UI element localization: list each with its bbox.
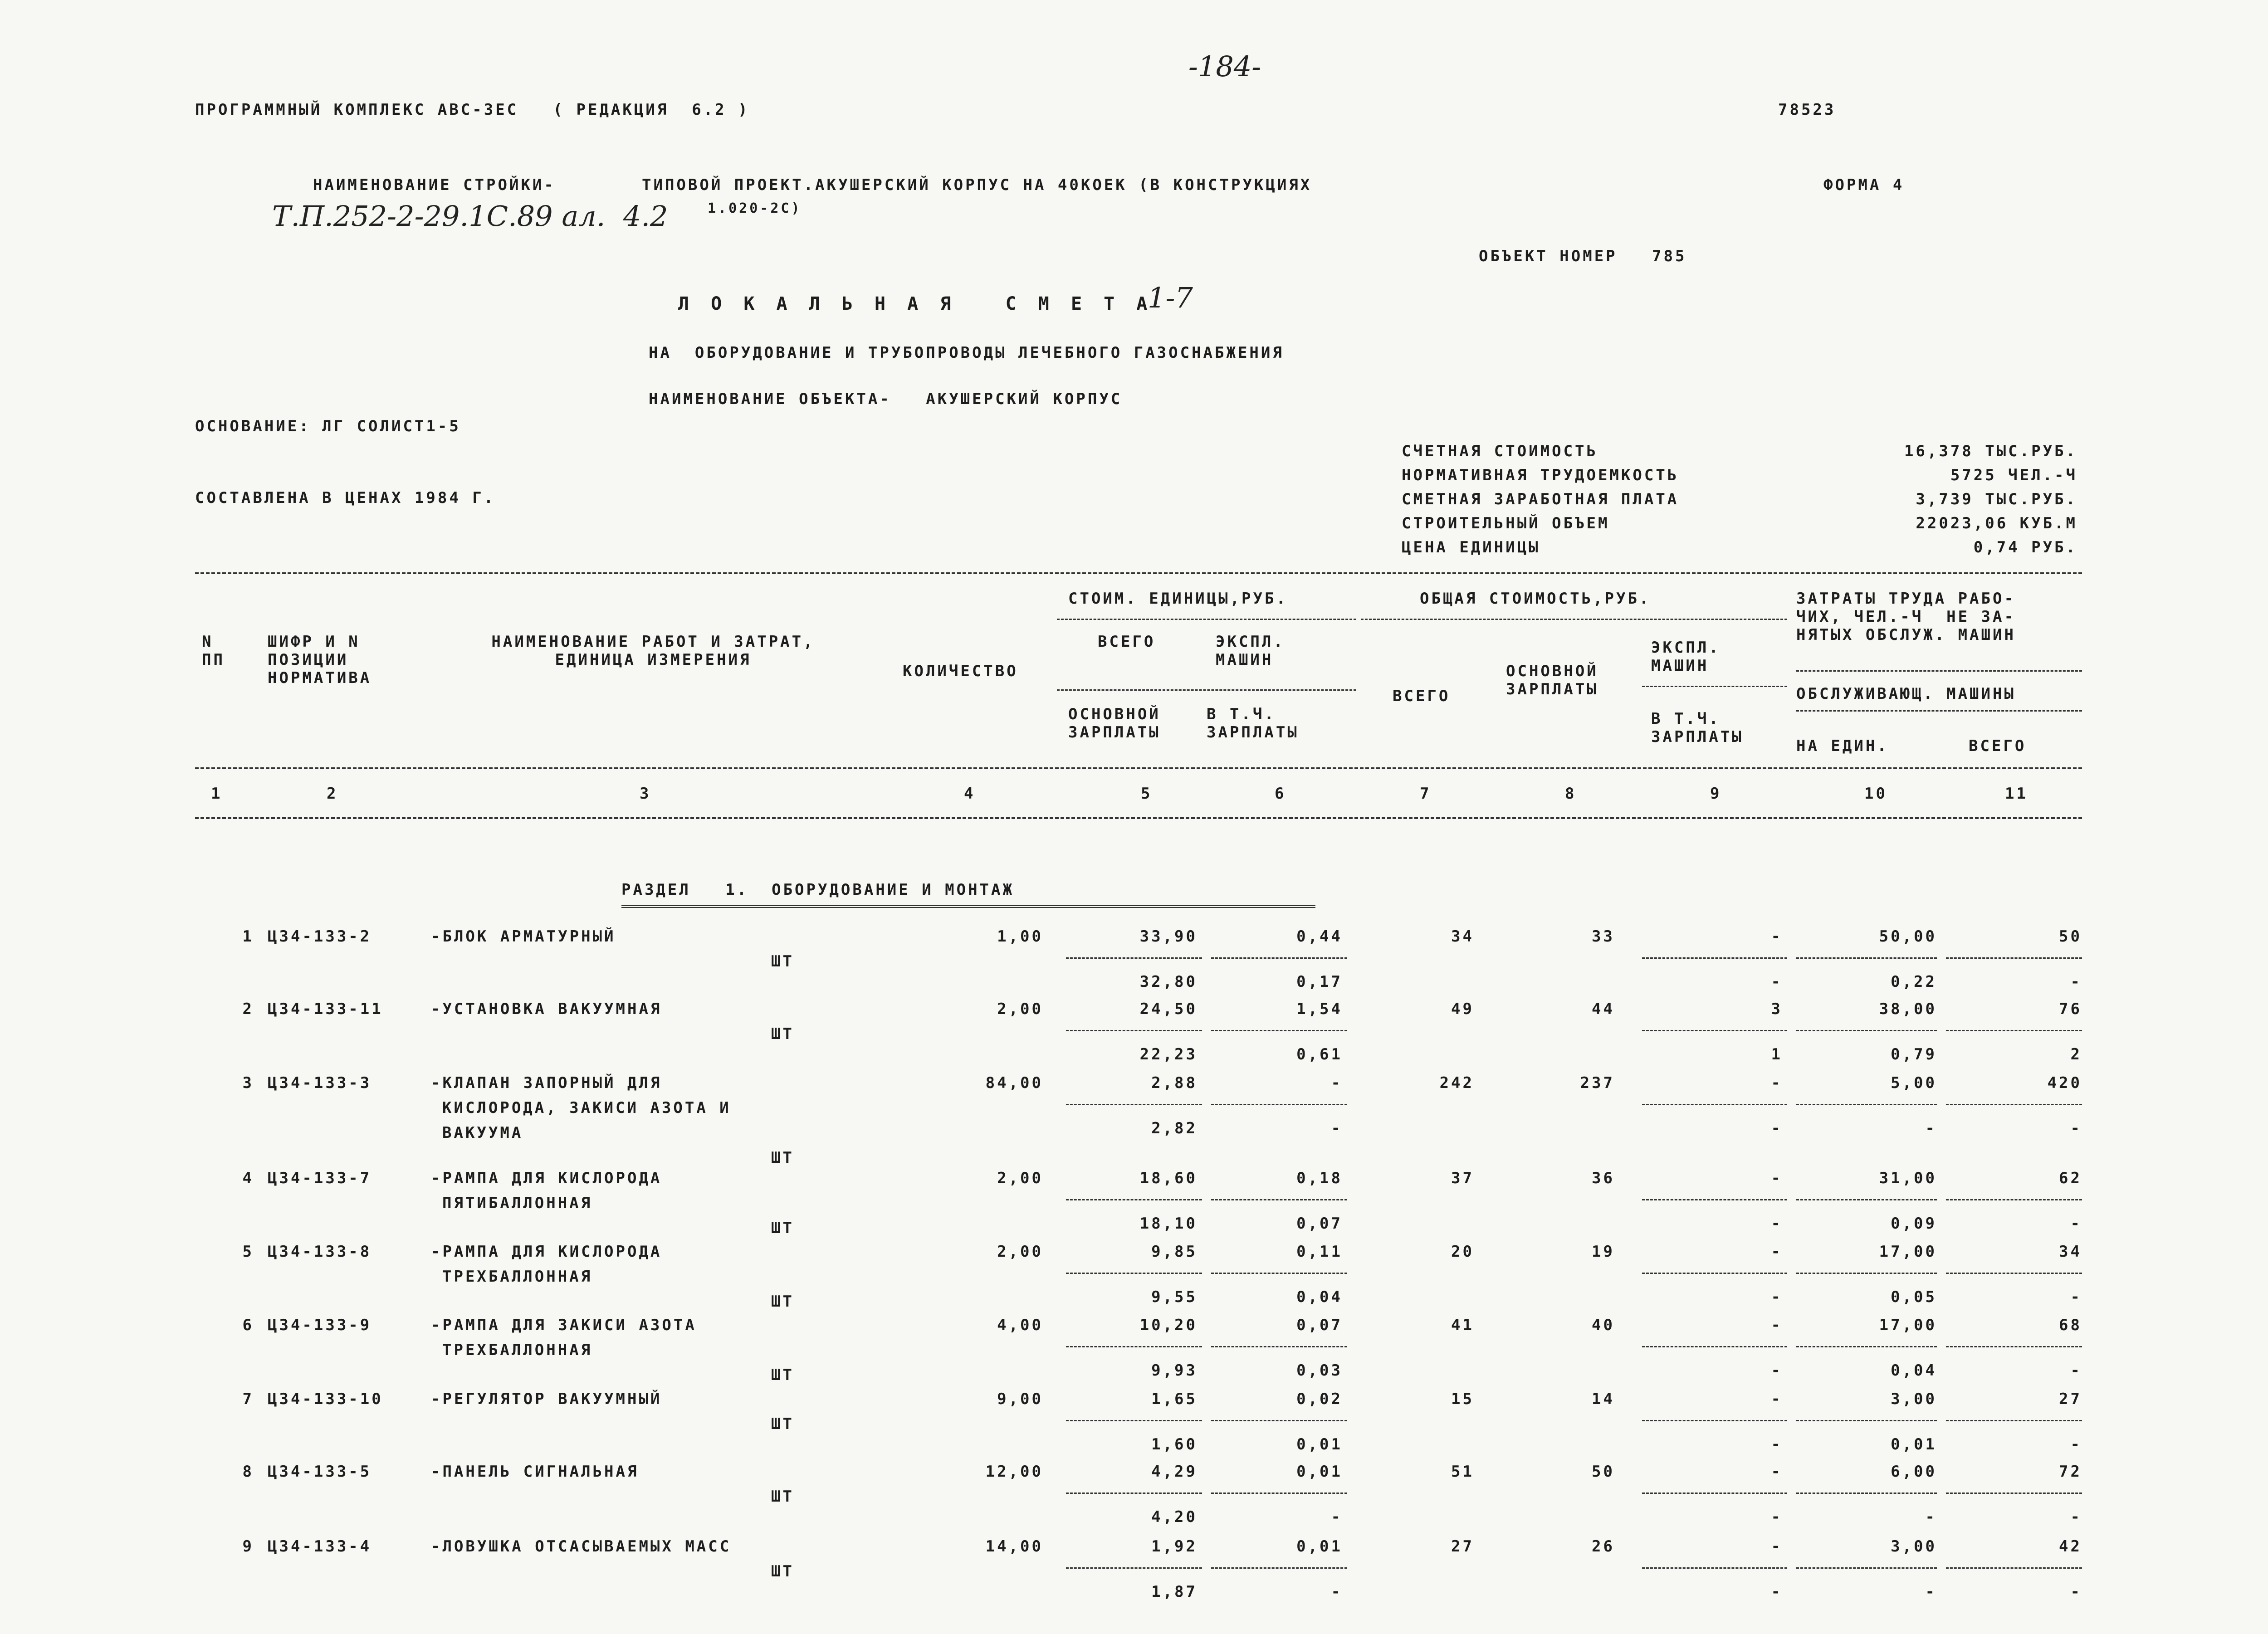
row-salary-6: 0,17 — [1296, 973, 1343, 991]
cell-rule — [1066, 957, 1202, 959]
cell-rule — [1211, 1030, 1347, 1031]
row-cell-c10: 3,00 — [1891, 1390, 1937, 1408]
row-cell-c5: 33,90 — [1139, 927, 1198, 946]
program-name: ПРОГРАММНЫЙ КОМПЛЕКС АВС-3ЕС ( РЕДАКЦИЯ 6.2 ) — [195, 101, 750, 119]
row-cell-c10: 17,00 — [1879, 1316, 1937, 1334]
estimate-subject: НА ОБОРУДОВАНИЕ И ТРУБОПРОВОДЫ ЛЕЧЕБНОГО ГАЗОСНАБЖЕНИЯ — [649, 344, 1284, 362]
summary-value: 16,378 ТЫС.РУБ. — [1904, 442, 2077, 460]
row-cell-c11: 420 — [2047, 1074, 2082, 1092]
row-cell-c7: 20 — [1451, 1243, 1474, 1261]
row-name: -ЛОВУШКА ОТСАСЫВАЕМЫХ МАСС — [431, 1537, 732, 1556]
row-cell-c11: 34 — [2059, 1243, 2082, 1261]
row-cell-c10: 31,00 — [1879, 1169, 1937, 1187]
summary-label: СЧЕТНАЯ СТОИМОСТЬ — [1402, 442, 1598, 460]
row-salary-11: - — [2070, 1435, 2082, 1454]
row-salary-5: 18,10 — [1139, 1215, 1198, 1233]
row-cell-c9: - — [1771, 1390, 1783, 1408]
row-salary-10: 0,05 — [1891, 1288, 1937, 1306]
cell-rule — [1796, 1567, 1937, 1569]
row-name: ВАКУУМА — [442, 1124, 523, 1142]
row-cell-c9: - — [1771, 1537, 1783, 1556]
cell-rule — [1946, 1199, 2082, 1200]
row-cell-c8: 33 — [1592, 927, 1615, 946]
column-number: 1 — [211, 785, 223, 803]
header-unit-total: ВСЕГО — [1098, 633, 1156, 651]
cell-rule — [1211, 1104, 1347, 1105]
column-number: 5 — [1141, 785, 1153, 803]
cell-rule — [1642, 1273, 1787, 1274]
row-salary-9: - — [1771, 1435, 1783, 1454]
header-rule — [1361, 619, 1787, 620]
construction-name-continued: 1.020-2С) — [708, 200, 802, 216]
row-number: 5 — [242, 1243, 254, 1261]
row-salary-11: - — [2070, 1288, 2082, 1306]
row-unit: ШТ — [771, 1562, 794, 1580]
column-number: 11 — [2005, 785, 2028, 803]
column-number: 3 — [640, 785, 651, 803]
header-total-all: ВСЕГО — [1393, 687, 1451, 705]
row-cell-c6: 0,11 — [1296, 1243, 1343, 1261]
row-cell-qty: 2,00 — [997, 1000, 1043, 1018]
row-salary-6: 0,01 — [1296, 1435, 1343, 1454]
cell-rule — [1946, 1273, 2082, 1274]
section-title: РАЗДЕЛ 1. ОБОРУДОВАНИЕ И МОНТАЖ — [621, 881, 1014, 899]
row-name: -ПАНЕЛЬ СИГНАЛЬНАЯ — [431, 1463, 639, 1481]
estimate-basis: ОСНОВАНИЕ: ЛГ СОЛИСТ1-5 — [195, 417, 461, 435]
handwritten-estimate-number: 1-7 — [1148, 281, 1193, 314]
row-cell-c9: - — [1771, 1463, 1783, 1481]
row-code: Ц34-133-4 — [268, 1537, 372, 1556]
row-salary-10: - — [1925, 1119, 1937, 1137]
row-cell-c11: 76 — [2059, 1000, 2082, 1018]
row-cell-c5: 24,50 — [1139, 1000, 1198, 1018]
cell-rule — [1946, 1104, 2082, 1105]
row-cell-c10: 5,00 — [1891, 1074, 1937, 1092]
row-unit: ШТ — [771, 1025, 794, 1043]
row-number: 2 — [242, 1000, 254, 1018]
row-salary-6: 0,03 — [1296, 1361, 1343, 1380]
header-per-unit: НА ЕДИН. — [1796, 737, 1889, 755]
row-cell-c9: 3 — [1771, 1000, 1783, 1018]
row-cell-qty: 84,00 — [985, 1074, 1043, 1092]
header-rule — [1796, 710, 2082, 712]
row-cell-c6: 1,54 — [1296, 1000, 1343, 1018]
row-salary-10: - — [1925, 1583, 1937, 1601]
row-salary-11: - — [2070, 1508, 2082, 1526]
cell-rule — [1642, 1030, 1787, 1031]
header-total-machines: ЭКСПЛ. МАШИН — [1651, 639, 1721, 675]
price-basis: СОСТАВЛЕНА В ЦЕНАХ 1984 Г. — [195, 489, 496, 507]
row-name: -КЛАПАН ЗАПОРНЫЙ ДЛЯ — [431, 1074, 662, 1092]
row-cell-qty: 4,00 — [997, 1316, 1043, 1334]
header-quantity: КОЛИЧЕСТВО — [903, 662, 1018, 680]
row-cell-c5: 4,29 — [1151, 1463, 1198, 1481]
row-salary-11: 2 — [2070, 1045, 2082, 1063]
row-cell-c9: - — [1771, 927, 1783, 946]
row-salary-9: - — [1771, 1215, 1783, 1233]
header-rule — [1057, 619, 1356, 620]
cell-rule — [1946, 957, 2082, 959]
cell-rule — [1796, 1346, 1937, 1347]
table-header-rule — [195, 767, 2082, 769]
row-code: Ц34-133-5 — [268, 1463, 372, 1481]
header-labor-total: ВСЕГО — [1969, 737, 2027, 755]
row-cell-c10: 3,00 — [1891, 1537, 1937, 1556]
table-top-rule — [195, 572, 2082, 574]
row-unit: ШТ — [771, 1293, 794, 1311]
row-salary-10: - — [1925, 1508, 1937, 1526]
cell-rule — [1211, 1493, 1347, 1494]
row-unit: ШТ — [771, 1149, 794, 1167]
row-cell-c5: 1,65 — [1151, 1390, 1198, 1408]
summary-label: СМЕТНАЯ ЗАРАБОТНАЯ ПЛАТА — [1402, 490, 1679, 508]
construction-label: НАИМЕНОВАНИЕ СТРОЙКИ- — [313, 176, 556, 194]
cell-rule — [1066, 1104, 1202, 1105]
row-cell-c6: 0,01 — [1296, 1463, 1343, 1481]
construction-name: ТИПОВОЙ ПРОЕКТ.АКУШЕРСКИЙ КОРПУС НА 40КОЕК (В КОНСТРУКЦИЯХ — [642, 176, 1312, 194]
table-columns-rule — [195, 817, 2082, 819]
summary-label: ЦЕНА ЕДИНИЦЫ — [1402, 538, 1540, 556]
row-cell-c7: 49 — [1451, 1000, 1474, 1018]
column-number: 9 — [1710, 785, 1722, 803]
cell-rule — [1946, 1567, 2082, 1569]
header-unit-incl-salary: В Т.Ч. ЗАРПЛАТЫ — [1207, 705, 1299, 741]
row-number: 9 — [242, 1537, 254, 1556]
row-name: КИСЛОРОДА, ЗАКИСИ АЗОТА И — [442, 1099, 731, 1117]
summary-label: НОРМАТИВНАЯ ТРУДОЕМКОСТЬ — [1402, 466, 1679, 484]
header-labor-machines: ОБСЛУЖИВАЮЩ. МАШИНЫ — [1796, 685, 2016, 703]
row-name: ПЯТИБАЛЛОННАЯ — [442, 1194, 593, 1212]
row-name: -РАМПА ДЛЯ КИСЛОРОДА — [431, 1169, 662, 1187]
header-total-incl-salary: В Т.Ч. ЗАРПЛАТЫ — [1651, 710, 1744, 746]
row-salary-6: - — [1331, 1583, 1343, 1601]
row-salary-6: 0,04 — [1296, 1288, 1343, 1306]
cell-rule — [1796, 1493, 1937, 1494]
row-cell-c11: 42 — [2059, 1537, 2082, 1556]
cell-rule — [1642, 1346, 1787, 1347]
row-cell-c6: 0,01 — [1296, 1537, 1343, 1556]
cell-rule — [1642, 1420, 1787, 1421]
row-code: Ц34-133-3 — [268, 1074, 372, 1092]
row-unit: ШТ — [771, 1415, 794, 1433]
header-rule — [1796, 670, 2082, 672]
column-number: 7 — [1420, 785, 1432, 803]
row-cell-c5: 1,92 — [1151, 1537, 1198, 1556]
row-salary-11: - — [2070, 1215, 2082, 1233]
form-number: ФОРМА 4 — [1823, 176, 1905, 194]
row-cell-c9: - — [1771, 1316, 1783, 1334]
cell-rule — [1796, 1420, 1937, 1421]
row-code: Ц34-133-8 — [268, 1243, 372, 1261]
object-number: ОБЪЕКТ НОМЕР 785 — [1479, 247, 1687, 265]
row-cell-c8: 50 — [1592, 1463, 1615, 1481]
row-salary-10: 0,04 — [1891, 1361, 1937, 1380]
row-cell-c8: 237 — [1580, 1074, 1615, 1092]
cell-rule — [1796, 957, 1937, 959]
column-number: 6 — [1275, 785, 1286, 803]
row-unit: ШТ — [771, 1488, 794, 1506]
column-number: 4 — [964, 785, 976, 803]
summary-label: СТРОИТЕЛЬНЫЙ ОБЪЕМ — [1402, 514, 1610, 532]
row-cell-qty: 9,00 — [997, 1390, 1043, 1408]
cell-rule — [1642, 1104, 1787, 1105]
row-unit: ШТ — [771, 952, 794, 971]
row-cell-c5: 2,88 — [1151, 1074, 1198, 1092]
row-cell-c7: 27 — [1451, 1537, 1474, 1556]
row-salary-11: - — [2070, 1361, 2082, 1380]
row-salary-11: - — [2070, 1119, 2082, 1137]
summary-value: 3,739 ТЫС.РУБ. — [1916, 490, 2077, 508]
row-cell-c6: 0,02 — [1296, 1390, 1343, 1408]
summary-value: 0,74 РУБ. — [1973, 538, 2077, 556]
row-cell-qty: 14,00 — [985, 1537, 1043, 1556]
column-number: 8 — [1565, 785, 1577, 803]
row-cell-c8: 44 — [1592, 1000, 1615, 1018]
cell-rule — [1642, 957, 1787, 959]
handwritten-project-code: Т.П.252-2-29.1С.89 ал. 4.2 — [272, 200, 668, 233]
header-name: НАИМЕНОВАНИЕ РАБОТ И ЗАТРАТ, ЕДИНИЦА ИЗМЕРЕНИЯ — [491, 633, 815, 669]
row-cell-c6: - — [1331, 1074, 1343, 1092]
row-salary-6: 0,61 — [1296, 1045, 1343, 1063]
document-code: 78523 — [1778, 101, 1836, 119]
cell-rule — [1642, 1567, 1787, 1569]
row-cell-c8: 26 — [1592, 1537, 1615, 1556]
row-salary-5: 9,93 — [1151, 1361, 1198, 1380]
row-cell-c6: 0,07 — [1296, 1316, 1343, 1334]
header-rule — [1642, 686, 1787, 687]
row-salary-9: - — [1771, 1288, 1783, 1306]
row-code: Ц34-133-9 — [268, 1316, 372, 1334]
row-salary-9: - — [1771, 1361, 1783, 1380]
row-name: -РАМПА ДЛЯ КИСЛОРОДА — [431, 1243, 662, 1261]
cell-rule — [1066, 1346, 1202, 1347]
row-cell-c10: 17,00 — [1879, 1243, 1937, 1261]
row-name: -БЛОК АРМАТУРНЫЙ — [431, 927, 616, 946]
row-name: -УСТАНОВКА ВАКУУМНАЯ — [431, 1000, 662, 1018]
column-number: 10 — [1864, 785, 1887, 803]
header-n: N ПП — [202, 633, 225, 669]
row-salary-10: 0,01 — [1891, 1435, 1937, 1454]
section-underline — [621, 905, 1315, 908]
cell-rule — [1946, 1030, 2082, 1031]
row-name: ТРЕХБАЛЛОННАЯ — [442, 1341, 593, 1359]
row-cell-qty: 2,00 — [997, 1169, 1043, 1187]
row-salary-11: - — [2070, 1583, 2082, 1601]
summary-value: 22023,06 КУБ.М — [1916, 514, 2077, 532]
cell-rule — [1946, 1493, 2082, 1494]
row-salary-6: - — [1331, 1508, 1343, 1526]
row-salary-9: - — [1771, 1508, 1783, 1526]
row-salary-5: 22,23 — [1139, 1045, 1198, 1063]
row-name: -РЕГУЛЯТОР ВАКУУМНЫЙ — [431, 1390, 662, 1408]
row-cell-c5: 10,20 — [1139, 1316, 1198, 1334]
header-rule — [1057, 689, 1356, 691]
row-cell-c7: 34 — [1451, 927, 1474, 946]
header-unit-machines: ЭКСПЛ. МАШИН — [1216, 633, 1285, 669]
row-cell-c8: 14 — [1592, 1390, 1615, 1408]
cell-rule — [1211, 1346, 1347, 1347]
row-salary-9: - — [1771, 1119, 1783, 1137]
cell-rule — [1066, 1030, 1202, 1031]
cell-rule — [1211, 1273, 1347, 1274]
header-unit-base-salary: ОСНОВНОЙ ЗАРПЛАТЫ — [1068, 705, 1161, 741]
cell-rule — [1642, 1493, 1787, 1494]
row-salary-5: 2,82 — [1151, 1119, 1198, 1137]
row-number: 4 — [242, 1169, 254, 1187]
row-cell-c8: 19 — [1592, 1243, 1615, 1261]
cell-rule — [1066, 1493, 1202, 1494]
row-salary-5: 32,80 — [1139, 973, 1198, 991]
estimate-title: Л О К А Л Ь Н А Я С М Е Т А — [678, 293, 1153, 314]
row-salary-5: 4,20 — [1151, 1508, 1198, 1526]
row-cell-c5: 18,60 — [1139, 1169, 1198, 1187]
header-code: ШИФР И N ПОЗИЦИИ НОРМАТИВА — [268, 633, 372, 687]
row-cell-c9: - — [1771, 1074, 1783, 1092]
row-cell-c7: 37 — [1451, 1169, 1474, 1187]
cell-rule — [1796, 1273, 1937, 1274]
row-cell-c11: 62 — [2059, 1169, 2082, 1187]
page-number: -184- — [1188, 50, 1261, 83]
row-name: ТРЕХБАЛЛОННАЯ — [442, 1268, 593, 1286]
row-salary-5: 1,60 — [1151, 1435, 1198, 1454]
row-cell-c10: 6,00 — [1891, 1463, 1937, 1481]
row-number: 7 — [242, 1390, 254, 1408]
row-cell-c6: 0,44 — [1296, 927, 1343, 946]
row-salary-9: 1 — [1771, 1045, 1783, 1063]
row-cell-c10: 38,00 — [1879, 1000, 1937, 1018]
row-cell-c7: 41 — [1451, 1316, 1474, 1334]
row-salary-5: 1,87 — [1151, 1583, 1198, 1601]
row-code: Ц34-133-2 — [268, 927, 372, 946]
cell-rule — [1946, 1346, 2082, 1347]
row-cell-c5: 9,85 — [1151, 1243, 1198, 1261]
row-cell-c9: - — [1771, 1243, 1783, 1261]
row-cell-c7: 242 — [1439, 1074, 1474, 1092]
cell-rule — [1211, 1567, 1347, 1569]
cell-rule — [1066, 1273, 1202, 1274]
row-unit: ШТ — [771, 1366, 794, 1384]
summary-value: 5725 ЧЕЛ.-Ч — [1950, 466, 2077, 484]
header-unit-cost: СТОИМ. ЕДИНИЦЫ,РУБ. — [1068, 590, 1288, 608]
cell-rule — [1066, 1420, 1202, 1421]
row-salary-10: 0,79 — [1891, 1045, 1937, 1063]
row-salary-9: - — [1771, 1583, 1783, 1601]
cell-rule — [1946, 1420, 2082, 1421]
row-number: 8 — [242, 1463, 254, 1481]
cell-rule — [1211, 1199, 1347, 1200]
row-salary-9: - — [1771, 973, 1783, 991]
cell-rule — [1796, 1030, 1937, 1031]
row-cell-c7: 51 — [1451, 1463, 1474, 1481]
cell-rule — [1066, 1199, 1202, 1200]
header-total-base-salary: ОСНОВНОЙ ЗАРПЛАТЫ — [1506, 662, 1598, 698]
row-code: Ц34-133-10 — [268, 1390, 383, 1408]
cell-rule — [1642, 1199, 1787, 1200]
cell-rule — [1211, 1420, 1347, 1421]
row-name: -РАМПА ДЛЯ ЗАКИСИ АЗОТА — [431, 1316, 697, 1334]
object-name: НАИМЕНОВАНИЕ ОБЪЕКТА- АКУШЕРСКИЙ КОРПУС — [649, 390, 1123, 408]
row-cell-c7: 15 — [1451, 1390, 1474, 1408]
row-code: Ц34-133-11 — [268, 1000, 383, 1018]
header-labor: ЗАТРАТЫ ТРУДА РАБО- ЧИХ, ЧЕЛ.-Ч НЕ ЗА- НЯТЫХ ОБСЛУЖ. МАШИН — [1796, 590, 2016, 644]
row-salary-10: 0,22 — [1891, 973, 1937, 991]
row-cell-c11: 68 — [2059, 1316, 2082, 1334]
row-unit: ШТ — [771, 1219, 794, 1237]
row-salary-10: 0,09 — [1891, 1215, 1937, 1233]
cell-rule — [1066, 1567, 1202, 1569]
row-code: Ц34-133-7 — [268, 1169, 372, 1187]
row-salary-5: 9,55 — [1151, 1288, 1198, 1306]
row-cell-c11: 27 — [2059, 1390, 2082, 1408]
row-number: 3 — [242, 1074, 254, 1092]
row-number: 1 — [242, 927, 254, 946]
row-salary-6: 0,07 — [1296, 1215, 1343, 1233]
row-cell-c8: 36 — [1592, 1169, 1615, 1187]
row-cell-qty: 12,00 — [985, 1463, 1043, 1481]
row-salary-11: - — [2070, 973, 2082, 991]
cell-rule — [1211, 957, 1347, 959]
row-number: 6 — [242, 1316, 254, 1334]
row-salary-6: - — [1331, 1119, 1343, 1137]
cell-rule — [1796, 1104, 1937, 1105]
row-cell-c11: 72 — [2059, 1463, 2082, 1481]
column-number: 2 — [327, 785, 338, 803]
row-cell-c11: 50 — [2059, 927, 2082, 946]
row-cell-c10: 50,00 — [1879, 927, 1937, 946]
row-cell-c9: - — [1771, 1169, 1783, 1187]
row-cell-qty: 2,00 — [997, 1243, 1043, 1261]
cell-rule — [1796, 1199, 1937, 1200]
row-cell-c8: 40 — [1592, 1316, 1615, 1334]
header-total-cost: ОБЩАЯ СТОИМОСТЬ,РУБ. — [1420, 590, 1651, 608]
row-cell-c6: 0,18 — [1296, 1169, 1343, 1187]
row-cell-qty: 1,00 — [997, 927, 1043, 946]
